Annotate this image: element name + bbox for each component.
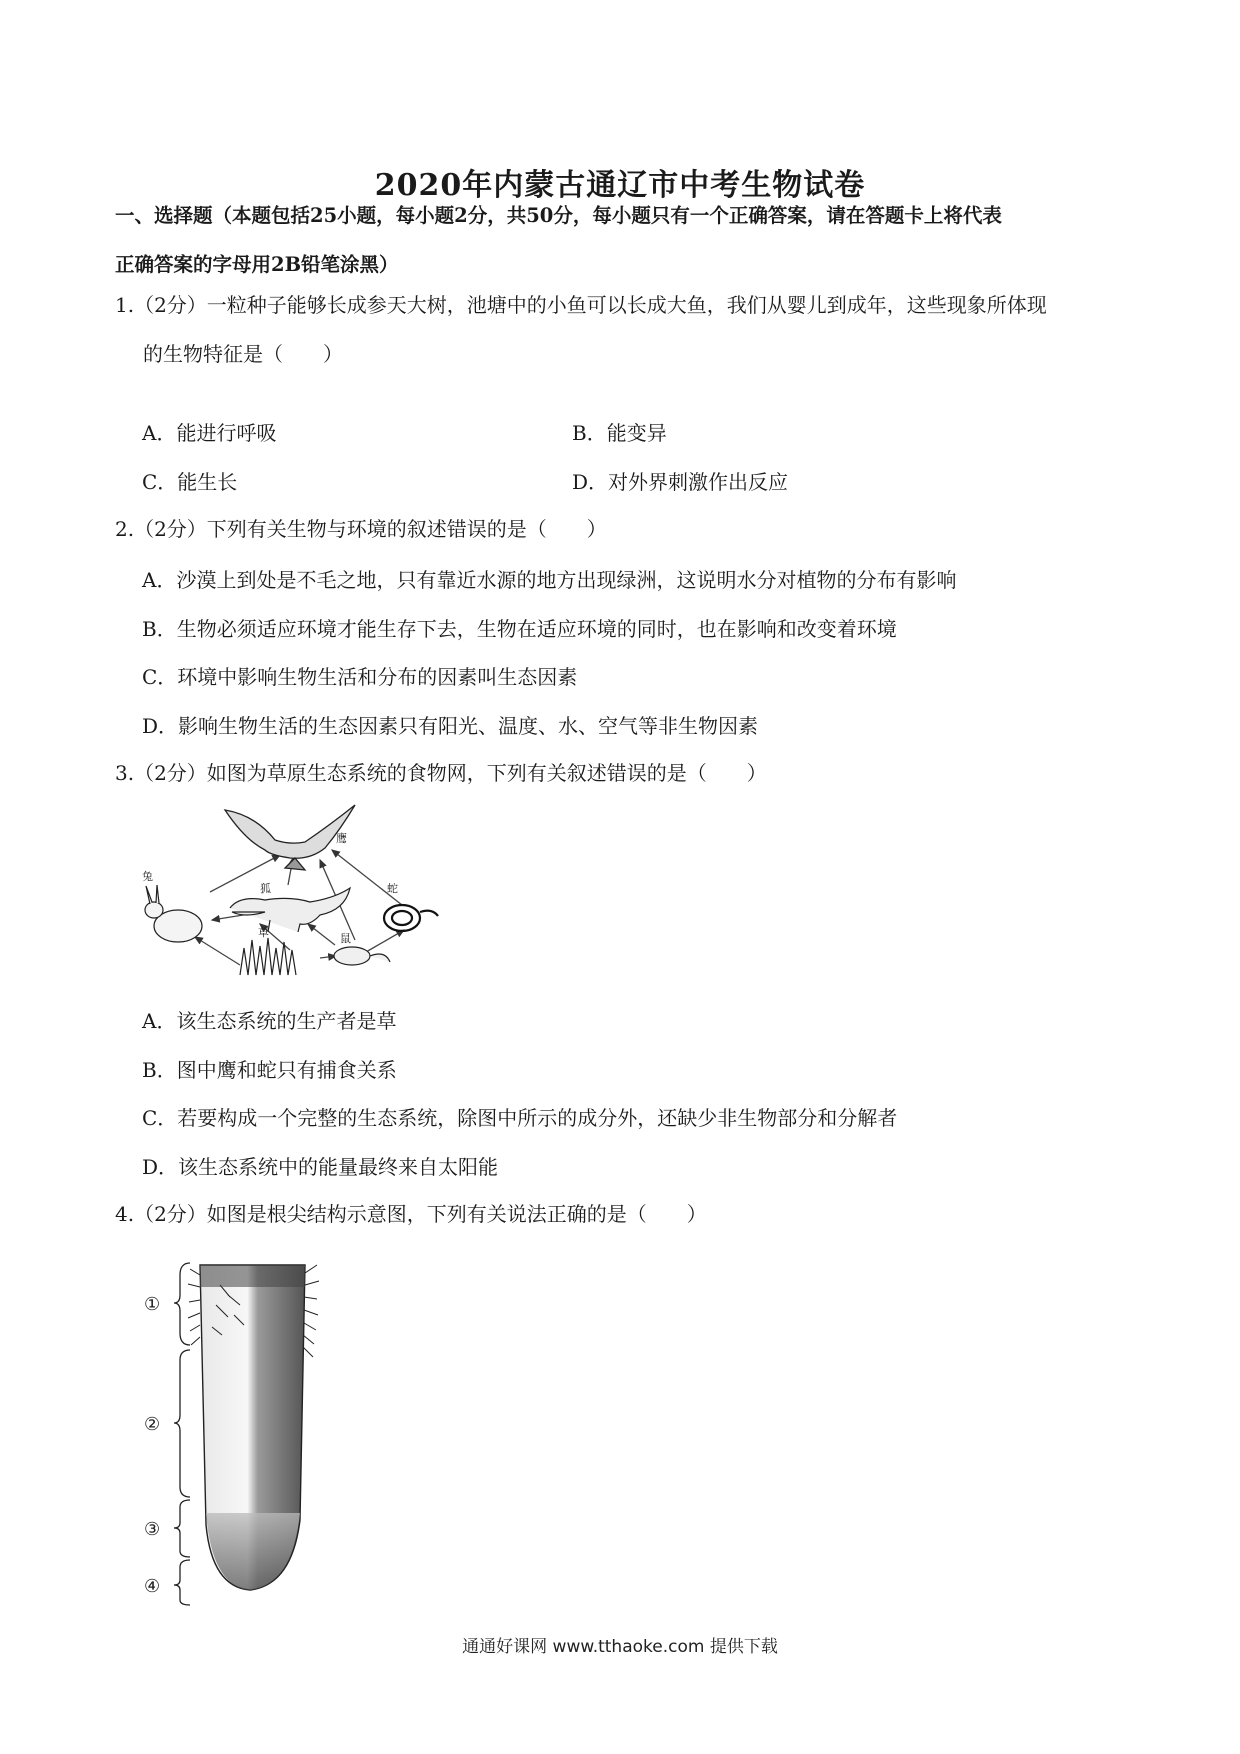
label-fox: 狐 [260,882,271,895]
section-heading-line1: 一、选择题（本题包括25小题，每小题2分，共50分，每小题只有一个正确答案，请在答题卡上将代表 [115,204,1002,227]
question-1-stem-line2: 的生物特征是（ ） [143,342,343,366]
label-zone-2: ② [144,1414,161,1435]
page-footer: 通通好课网 www.tthaoke.com 提供下载 [462,1637,778,1657]
label-mouse: 鼠 [340,932,351,945]
question-2-stem: 2.（2分）下列有关生物与环境的叙述错误的是（ ） [115,517,607,541]
label-eagle: 鹰 [336,832,347,845]
label-zone-1: ① [144,1294,161,1315]
question-3-option-c[interactable]: C．若要构成一个完整的生态系统，除图中所示的成分外，还缺少非生物部分和分解者 [142,1106,898,1130]
food-web-figure [140,800,480,980]
label-rabbit: 兔 [142,870,153,883]
question-3-option-a[interactable]: A．该生态系统的生产者是草 [142,1009,397,1033]
region-braces [174,1263,190,1605]
question-2-option-b[interactable]: B．生物必须适应环境才能生存下去，生物在适应环境的同时，也在影响和改变着环境 [142,617,897,641]
question-3-option-b[interactable]: B．图中鹰和蛇只有捕食关系 [142,1058,397,1082]
label-grass: 草 [258,926,269,939]
root-cap [206,1513,300,1590]
arrow-grass-rabbit [195,937,240,965]
fox-drawing [230,888,350,932]
section-heading [115,191,1135,289]
question-1-option-b[interactable]: B．能变异 [572,421,667,445]
question-3-option-d[interactable]: D．该生态系统中的能量最终来自太阳能 [142,1155,499,1179]
label-zone-4: ④ [144,1576,161,1597]
mouse-drawing [334,947,390,965]
question-4-stem: 4.（2分）如图是根尖结构示意图，下列有关说法正确的是（ ） [115,1202,707,1226]
question-1-stem [115,281,1140,379]
snake-drawing [384,905,438,931]
label-zone-3: ③ [144,1519,161,1540]
page-title: 2020年内蒙古通辽市中考生物试卷 [374,168,866,203]
question-1-stem-line1: 1.（2分）一粒种子能够长成参天大树，池塘中的小鱼可以长成大鱼，我们从婴儿到成年，这些现象所体现 [115,293,1047,317]
question-2-option-c[interactable]: C．环境中影响生物生活和分布的因素叫生态因素 [142,665,578,689]
arrow-mouse-snake [366,930,404,952]
question-2-option-d[interactable]: D．影响生物生活的生态因素只有阳光、温度、水、空气等非生物因素 [142,714,759,738]
question-1-option-c[interactable]: C．能生长 [142,470,238,494]
label-snake: 蛇 [387,882,398,895]
question-2-option-a[interactable]: A．沙漠上到处是不毛之地，只有靠近水源的地方出现绿洲，这说明水分对植物的分布有影响 [142,568,957,592]
question-1-option-a[interactable]: A．能进行呼吸 [142,421,277,445]
rabbit-drawing [145,885,202,942]
question-1-option-d[interactable]: D．对外界刺激作出反应 [572,470,789,494]
section-heading-line2: 正确答案的字母用2B铅笔涂黑） [115,253,399,276]
root-tip-figure [144,1255,350,1597]
question-3-stem: 3.（2分）如图为草原生态系统的食物网，下列有关叙述错误的是（ ） [115,761,767,785]
arrow-mouse-fox [308,924,335,945]
grass-drawing [240,938,296,975]
